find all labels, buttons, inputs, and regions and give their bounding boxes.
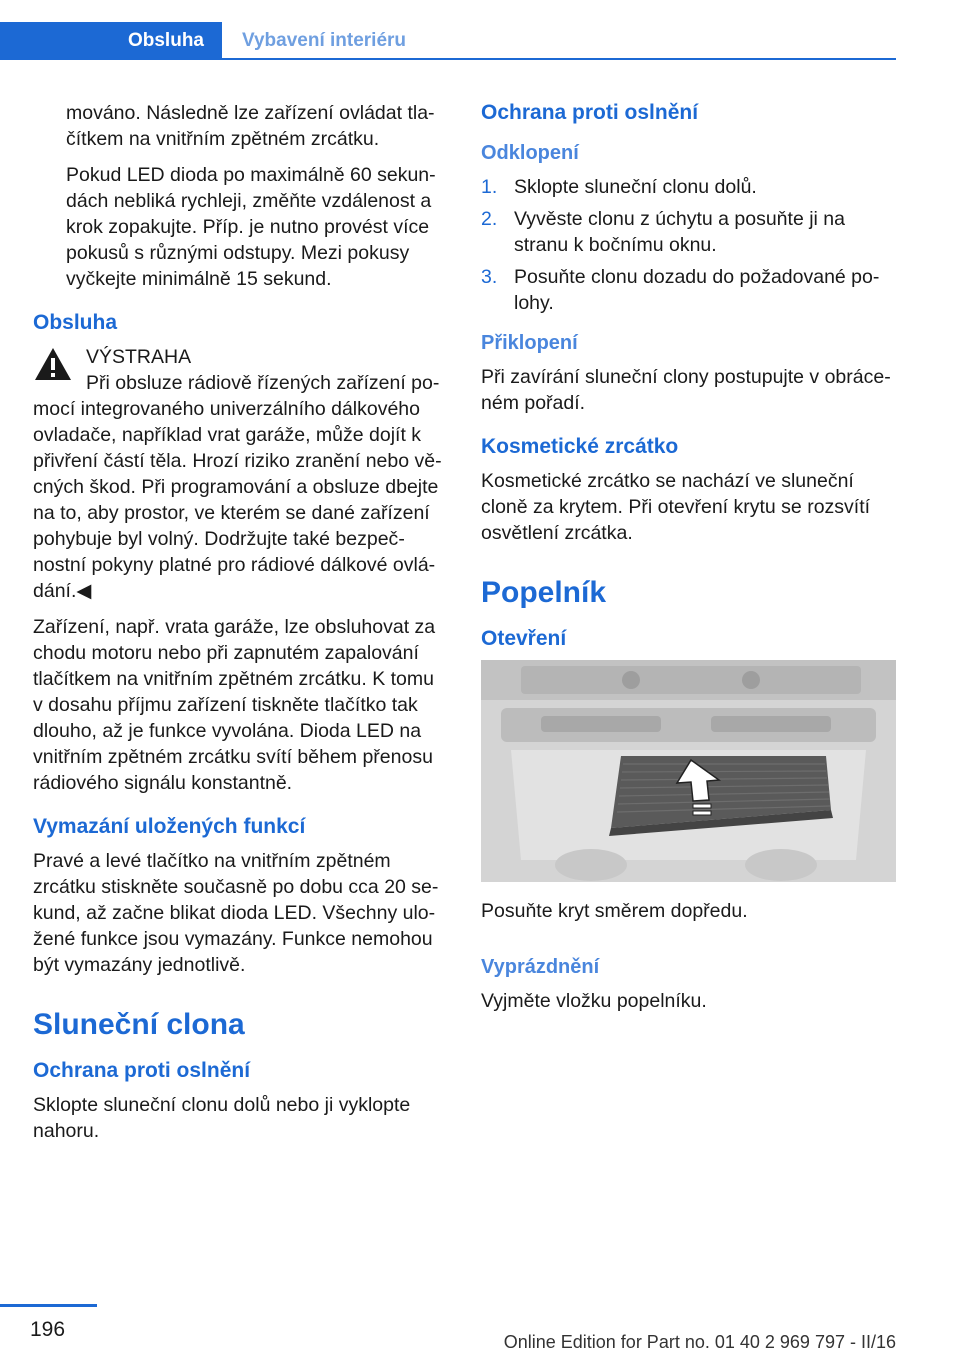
heading-kosmeticke: Kosmetické zrcátko: [481, 435, 679, 458]
heading-otevreni: Otevření: [481, 627, 567, 650]
paragraph: Vyjměte vložku popelníku.: [481, 990, 707, 1012]
heading-ochrana: Ochrana proti oslnění: [33, 1059, 251, 1082]
page-number: 196: [30, 1318, 66, 1341]
heading-obsluha: Obsluha: [33, 311, 118, 334]
heading-vyprazdneni: Vyprázdnění: [481, 956, 600, 978]
header-tab-obsluha[interactable]: Obsluha: [0, 22, 222, 60]
paragraph: Sklopte sluneční clonu dolů nebo ji vyklopte nahoru.: [33, 1094, 411, 1142]
step-number: 1.: [481, 176, 498, 198]
paragraph: Pravé a levé tlačítko na vnitřním zpětném zrcátku stiskněte současně po dobu cca 20 sekund, až začne blikat dioda LED. Všechny uložené funkce jsou vymazány. Funkce nemohou být vymazány jednotlivě.: [33, 850, 439, 976]
warning-text: Při obsluze rádiově řízených zařízení pomocí integrovaného univerzálního dálkového ovladače, například vrat garáže, může dojít k přivření částí těla. Hrozí riziko zranění nebo věcných škod. Při programování a obsluze dbejte na to, aby prostor, ve kterém se dané zařízení pohybuje byl volný. Dodržujte také bezpečnostní pokyny platné pro rádiové dálkové ovládání.◀: [33, 372, 442, 602]
paragraph: Pokud LED dioda po maximálně 60 sekundách nebliká rychleji, změňte vzdálenost a krok zopakujte. Příp. je nutno provést více pokusů s různými odstupy. Mezi pokusy vyčkejte minimálně 15 sekund.: [66, 164, 436, 290]
heading-priklopeni: Přiklopení: [481, 332, 578, 354]
header-tab-vybaveni[interactable]: Vybavení interiéru: [242, 30, 407, 51]
heading-odklopeni: Odklopení: [481, 142, 579, 164]
left-column: [33, 100, 448, 1154]
list-item: [481, 206, 896, 258]
paragraph: Při zavírání sluneční clony postupujte v obráceném pořadí.: [481, 366, 891, 414]
heading-ochrana-right: Ochrana proti oslnění: [481, 101, 699, 124]
edition-note: Online Edition for Part no. 01 40 2 969 797 - II/16: [503, 1332, 896, 1352]
step-number: 2.: [481, 208, 498, 230]
warning-title: VÝSTRAHA: [86, 346, 192, 368]
step-number: 3.: [481, 266, 498, 288]
header-rule: [222, 58, 896, 60]
paragraph: Kosmetické zrcátko se nachází ve sluneční cloně za krytem. Při otevření krytu se rozsvítí osvětlení zrcátka.: [481, 470, 871, 544]
ashtray-photo: [481, 660, 896, 882]
heading-slunecni-clona: Sluneční clona: [33, 1008, 245, 1041]
heading-vymazani: Vymazání uložených funkcí: [33, 815, 306, 838]
warning-block: [33, 344, 448, 604]
step-text: Vyvěste clonu z úchytu a posuňte ji na stranu k bočnímu oknu.: [514, 208, 845, 256]
warning-triangle-icon: [33, 346, 73, 382]
footer-rule: [0, 1304, 97, 1307]
paragraph: Posuňte kryt směrem dopředu.: [481, 900, 748, 922]
paragraph: mováno. Následně lze zařízení ovládat tlačítkem na vnitřním zpětném zrcátku.: [66, 102, 435, 150]
paragraph: Zařízení, např. vrata garáže, lze obsluhovat za chodu motoru nebo při zapnutém zapalování tlačítkem na vnitřním zpětném zrcátku. K tomu v dosahu příjmu zařízení tiskněte tlačítko tak dlouho, až je funkce vyvolána. Dioda LED na vnitřním zpětném zrcátku svítí během přenosu rádiového signálu konstantně.: [33, 616, 436, 794]
step-text: Posuňte clonu dozadu do požadované polohy.: [514, 266, 880, 314]
heading-popelnik: Popelník: [481, 576, 607, 609]
list-item: [481, 174, 896, 200]
right-column: [481, 100, 896, 1024]
step-text: Sklopte sluneční clonu dolů.: [514, 176, 757, 198]
page-header: [0, 0, 960, 62]
list-item: [481, 264, 896, 316]
steps-list: [481, 174, 896, 316]
